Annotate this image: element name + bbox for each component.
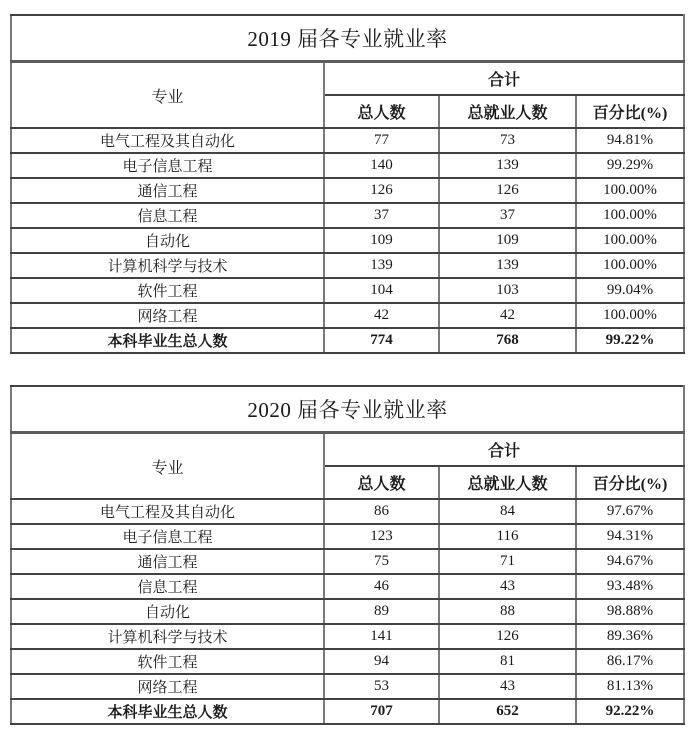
- employed-count-cell: 37: [439, 203, 576, 228]
- column-header-total-count: 总人数: [324, 466, 439, 499]
- major-cell: 本科毕业生总人数: [11, 328, 324, 353]
- table-row: [11, 303, 684, 328]
- table-header-2019: [11, 15, 684, 128]
- table-row: [11, 178, 684, 203]
- header-group-row: [11, 62, 684, 96]
- percent-cell: 99.22%: [576, 328, 684, 353]
- table-title-row: [11, 15, 684, 62]
- employment-rate-table-2020: [10, 385, 685, 725]
- table-title: 2020 届各专业就业率: [11, 386, 684, 433]
- employed-count-cell: 71: [439, 549, 576, 574]
- total-count-cell: 37: [324, 203, 439, 228]
- table-row: [11, 203, 684, 228]
- employed-count-cell: 126: [439, 624, 576, 649]
- column-header-major: 专业: [11, 62, 324, 129]
- table-row: [11, 278, 684, 303]
- major-cell: 本科毕业生总人数: [11, 699, 324, 724]
- percent-cell: 86.17%: [576, 649, 684, 674]
- percent-cell: 92.22%: [576, 699, 684, 724]
- table-body-2019: [11, 128, 684, 353]
- column-header-group-total: 合计: [324, 62, 684, 96]
- column-header-employed-count: 总就业人数: [439, 466, 576, 499]
- major-cell: 通信工程: [11, 549, 324, 574]
- column-header-percent: 百分比(%): [576, 466, 684, 499]
- table-header-2020: [11, 386, 684, 499]
- table-total-row: [11, 699, 684, 724]
- header-group-row: [11, 433, 684, 467]
- employed-count-cell: 84: [439, 499, 576, 524]
- major-cell: 网络工程: [11, 303, 324, 328]
- employed-count-cell: 42: [439, 303, 576, 328]
- major-cell: 电气工程及其自动化: [11, 128, 324, 153]
- major-cell: 软件工程: [11, 649, 324, 674]
- employed-count-cell: 88: [439, 599, 576, 624]
- table-row: [11, 674, 684, 699]
- employed-count-cell: 139: [439, 153, 576, 178]
- total-count-cell: 774: [324, 328, 439, 353]
- total-count-cell: 75: [324, 549, 439, 574]
- employed-count-cell: 768: [439, 328, 576, 353]
- total-count-cell: 104: [324, 278, 439, 303]
- table-row: [11, 253, 684, 278]
- employed-count-cell: 103: [439, 278, 576, 303]
- total-count-cell: 123: [324, 524, 439, 549]
- table-row: [11, 649, 684, 674]
- percent-cell: 100.00%: [576, 203, 684, 228]
- major-cell: 自动化: [11, 228, 324, 253]
- percent-cell: 94.67%: [576, 549, 684, 574]
- table-row: [11, 128, 684, 153]
- total-count-cell: 139: [324, 253, 439, 278]
- percent-cell: 100.00%: [576, 228, 684, 253]
- employed-count-cell: 652: [439, 699, 576, 724]
- percent-cell: 94.31%: [576, 524, 684, 549]
- major-cell: 电子信息工程: [11, 153, 324, 178]
- employed-count-cell: 139: [439, 253, 576, 278]
- total-count-cell: 707: [324, 699, 439, 724]
- total-count-cell: 53: [324, 674, 439, 699]
- major-cell: 电子信息工程: [11, 524, 324, 549]
- total-count-cell: 89: [324, 599, 439, 624]
- major-cell: 自动化: [11, 599, 324, 624]
- column-header-percent: 百分比(%): [576, 95, 684, 128]
- table-title-row: [11, 386, 684, 433]
- column-header-group-total: 合计: [324, 433, 684, 467]
- table-title: 2019 届各专业就业率: [11, 15, 684, 62]
- percent-cell: 94.81%: [576, 128, 684, 153]
- employed-count-cell: 43: [439, 674, 576, 699]
- table-row: [11, 599, 684, 624]
- employed-count-cell: 126: [439, 178, 576, 203]
- employed-count-cell: 73: [439, 128, 576, 153]
- table-row: [11, 549, 684, 574]
- percent-cell: 99.04%: [576, 278, 684, 303]
- column-header-employed-count: 总就业人数: [439, 95, 576, 128]
- employed-count-cell: 116: [439, 524, 576, 549]
- employed-count-cell: 81: [439, 649, 576, 674]
- table-total-row: [11, 328, 684, 353]
- percent-cell: 81.13%: [576, 674, 684, 699]
- column-header-total-count: 总人数: [324, 95, 439, 128]
- major-cell: 通信工程: [11, 178, 324, 203]
- total-count-cell: 86: [324, 499, 439, 524]
- total-count-cell: 126: [324, 178, 439, 203]
- table-body-2020: [11, 499, 684, 724]
- table-row: [11, 574, 684, 599]
- total-count-cell: 42: [324, 303, 439, 328]
- percent-cell: 93.48%: [576, 574, 684, 599]
- employed-count-cell: 109: [439, 228, 576, 253]
- table-row: [11, 499, 684, 524]
- total-count-cell: 140: [324, 153, 439, 178]
- major-cell: 网络工程: [11, 674, 324, 699]
- table-row: [11, 153, 684, 178]
- total-count-cell: 46: [324, 574, 439, 599]
- major-cell: 计算机科学与技术: [11, 253, 324, 278]
- percent-cell: 100.00%: [576, 253, 684, 278]
- percent-cell: 97.67%: [576, 499, 684, 524]
- major-cell: 计算机科学与技术: [11, 624, 324, 649]
- major-cell: 信息工程: [11, 203, 324, 228]
- employed-count-cell: 43: [439, 574, 576, 599]
- total-count-cell: 109: [324, 228, 439, 253]
- percent-cell: 98.88%: [576, 599, 684, 624]
- employment-rate-table-2019: [10, 14, 685, 354]
- major-cell: 电气工程及其自动化: [11, 499, 324, 524]
- percent-cell: 100.00%: [576, 303, 684, 328]
- total-count-cell: 77: [324, 128, 439, 153]
- total-count-cell: 141: [324, 624, 439, 649]
- major-cell: 信息工程: [11, 574, 324, 599]
- percent-cell: 99.29%: [576, 153, 684, 178]
- total-count-cell: 94: [324, 649, 439, 674]
- table-row: [11, 524, 684, 549]
- major-cell: 软件工程: [11, 278, 324, 303]
- table-row: [11, 624, 684, 649]
- column-header-major: 专业: [11, 433, 324, 500]
- table-row: [11, 228, 684, 253]
- percent-cell: 89.36%: [576, 624, 684, 649]
- percent-cell: 100.00%: [576, 178, 684, 203]
